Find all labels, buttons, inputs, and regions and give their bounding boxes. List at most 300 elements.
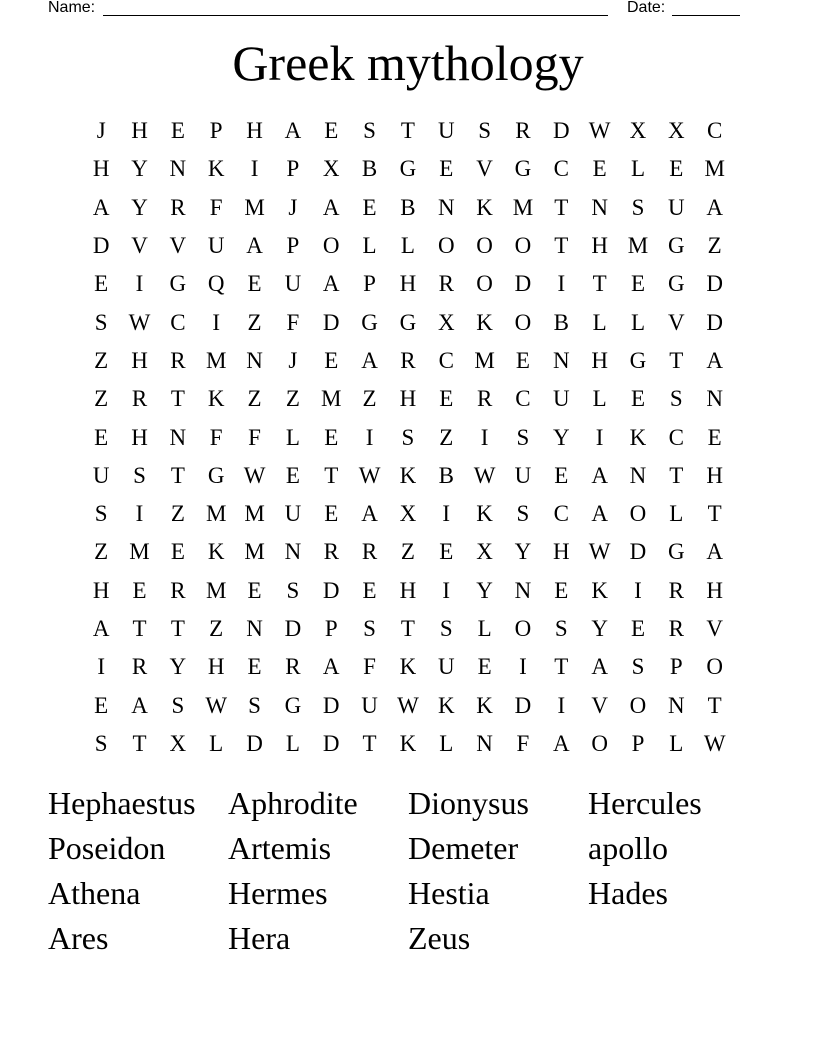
grid-cell: H	[207, 654, 225, 680]
grid-cell: I	[135, 271, 144, 297]
grid-cell: S	[401, 424, 415, 450]
grid-cell: L	[285, 730, 300, 756]
word-bank-item: Aphrodite	[228, 785, 358, 821]
grid-cell: Z	[362, 386, 377, 412]
grid-cell: D	[706, 309, 723, 335]
grid-cell: K	[476, 309, 493, 335]
grid-cell: W	[588, 118, 611, 144]
grid-cell: X	[169, 730, 187, 756]
grid-cell: S	[516, 501, 530, 527]
grid-cell: E	[592, 156, 607, 182]
grid-cell: T	[324, 462, 339, 488]
grid-cell: U	[284, 501, 302, 527]
grid-cell: C	[170, 309, 186, 335]
grid-cell: E	[362, 194, 377, 220]
header-line	[48, 0, 768, 20]
grid-cell: T	[170, 386, 185, 412]
grid-cell: S	[669, 386, 683, 412]
grid-cell: W	[588, 539, 611, 565]
grid-cell: S	[286, 577, 300, 603]
grid-cell: L	[400, 233, 415, 259]
grid-cell: M	[244, 501, 265, 527]
grid-cell: A	[361, 501, 378, 527]
grid-cell: N	[246, 347, 263, 373]
grid-cell: R	[131, 654, 148, 680]
grid-cell: E	[247, 577, 262, 603]
grid-cell: U	[92, 462, 110, 488]
grid-cell: E	[669, 156, 684, 182]
grid-cell: I	[557, 271, 566, 297]
grid-cell: V	[706, 616, 723, 641]
grid-cell: I	[442, 577, 451, 603]
grid-cell: D	[706, 271, 723, 297]
date-blank-line	[672, 15, 740, 16]
grid-cell: V	[169, 233, 187, 259]
grid-cell: R	[476, 386, 493, 412]
word-bank-item: Hades	[588, 875, 668, 911]
grid-cell: Z	[94, 386, 109, 412]
grid-cell: E	[477, 654, 492, 680]
word-search-grid	[82, 112, 734, 763]
grid-cell: S	[133, 462, 146, 488]
grid-cell: A	[706, 539, 723, 565]
grid-cell: R	[515, 118, 531, 144]
grid-cell: A	[322, 654, 340, 680]
grid-cell: B	[553, 309, 569, 335]
grid-row	[82, 342, 734, 380]
grid-cell: B	[361, 156, 378, 182]
grid-cell: H	[92, 577, 110, 603]
grid-cell: F	[363, 654, 376, 680]
grid-cell: F	[209, 424, 223, 450]
grid-cell: B	[400, 194, 416, 220]
grid-cell: Z	[94, 539, 109, 565]
grid-cell: M	[129, 539, 150, 565]
grid-cell: N	[169, 156, 187, 182]
grid-cell: A	[591, 462, 608, 488]
grid-cell: W	[205, 692, 228, 718]
grid-cell: Z	[439, 424, 454, 450]
grid-cell: S	[631, 654, 645, 680]
grid-cell: I	[212, 309, 221, 335]
grid-cell: Z	[707, 233, 722, 259]
grid-cell: R	[170, 194, 186, 220]
grid-cell: H	[131, 424, 148, 450]
grid-cell: H	[706, 577, 723, 603]
grid-cell: U	[514, 462, 532, 488]
grid-cell: H	[399, 271, 417, 297]
grid-cell: F	[209, 194, 223, 220]
grid-cell: I	[442, 501, 451, 527]
grid-cell: D	[322, 577, 340, 603]
grid-cell: V	[131, 233, 148, 259]
grid-cell: I	[634, 577, 642, 603]
grid-cell: K	[207, 156, 225, 182]
grid-cell: T	[170, 462, 185, 488]
grid-cell: E	[554, 462, 569, 488]
grid-cell: E	[515, 347, 530, 373]
grid-cell: W	[358, 462, 381, 488]
grid-cell: P	[286, 156, 300, 182]
grid-row	[82, 150, 734, 188]
grid-cell: I	[480, 424, 489, 450]
grid-cell: I	[557, 692, 566, 718]
grid-cell: A	[131, 692, 148, 718]
grid-cell: A	[322, 271, 340, 297]
grid-cell: L	[285, 424, 300, 450]
grid-cell: S	[516, 424, 530, 450]
grid-cell: Z	[170, 501, 185, 527]
grid-row	[82, 227, 734, 265]
grid-cell: R	[668, 616, 684, 641]
grid-cell: T	[592, 271, 607, 297]
grid-cell: E	[94, 424, 109, 450]
grid-cell: E	[439, 539, 454, 565]
word-bank-item: Hephaestus	[48, 785, 196, 821]
grid-cell: S	[171, 692, 185, 718]
grid-cell: S	[478, 118, 491, 144]
grid-cell: T	[554, 233, 569, 259]
grid-cell: H	[552, 539, 570, 565]
grid-cell: C	[553, 501, 569, 527]
grid-cell: H	[706, 462, 723, 488]
grid-cell: T	[554, 194, 569, 220]
grid-cell: A	[591, 501, 608, 527]
grid-cell: E	[630, 271, 646, 297]
grid-cell: H	[591, 233, 608, 259]
grid-cell: E	[439, 386, 454, 412]
word-bank-item: Hestia	[408, 875, 490, 911]
grid-cell: T	[362, 730, 377, 756]
grid-cell: X	[399, 501, 417, 527]
grid-cell: A	[322, 194, 340, 220]
grid-row	[82, 418, 734, 456]
grid-cell: L	[669, 730, 684, 756]
grid-row	[82, 303, 734, 341]
word-bank-item: apollo	[588, 830, 668, 866]
grid-row	[82, 725, 734, 763]
grid-cell: M	[321, 386, 342, 412]
grid-cell: D	[552, 118, 570, 144]
grid-cell: V	[668, 309, 685, 335]
grid-cell: P	[286, 233, 300, 259]
word-bank-item: Artemis	[228, 830, 332, 866]
grid-cell: G	[668, 539, 685, 565]
grid-cell: N	[629, 462, 647, 488]
grid-cell: X	[437, 309, 455, 335]
grid-cell: A	[284, 118, 302, 144]
grid-cell: Q	[207, 271, 225, 297]
grid-cell: L	[592, 309, 607, 335]
grid-cell: T	[400, 118, 415, 144]
grid-cell: U	[668, 194, 685, 220]
word-bank-item: Demeter	[408, 830, 519, 866]
grid-cell: K	[476, 501, 493, 527]
grid-cell: G	[514, 156, 532, 182]
grid-cell: P	[669, 654, 683, 680]
grid-cell: S	[439, 616, 453, 641]
word-bank-item: Zeus	[408, 920, 471, 956]
word-bank-item: Hermes	[228, 875, 328, 911]
grid-cell: K	[399, 462, 417, 488]
grid-cell: R	[668, 577, 684, 603]
grid-cell: E	[324, 347, 339, 373]
grid-cell: S	[631, 194, 645, 220]
grid-cell: R	[361, 539, 378, 565]
grid-cell: U	[207, 233, 225, 259]
grid-cell: R	[323, 539, 339, 565]
grid-cell: W	[473, 462, 496, 488]
grid-cell: O	[514, 309, 532, 335]
grid-cell: I	[135, 501, 144, 527]
grid-cell: M	[704, 156, 725, 182]
grid-cell: U	[552, 386, 570, 412]
grid-cell: E	[630, 386, 646, 412]
grid-cell: T	[707, 692, 722, 718]
grid-cell: K	[476, 692, 493, 718]
grid-cell: Y	[552, 424, 570, 450]
grid-cell: H	[131, 347, 148, 373]
grid-cell: K	[207, 539, 225, 565]
grid-cell: N	[476, 730, 493, 756]
grid-cell: N	[706, 386, 723, 412]
word-bank-item: Poseidon	[48, 830, 166, 866]
grid-cell: O	[514, 233, 532, 259]
grid-cell: E	[170, 539, 185, 565]
grid-cell: E	[324, 501, 339, 527]
grid-cell: H	[399, 386, 417, 412]
grid-cell: D	[514, 271, 532, 297]
grid-cell: G	[629, 347, 647, 373]
grid-cell: S	[94, 501, 108, 527]
grid-row	[82, 572, 734, 610]
grid-cell: E	[247, 271, 262, 297]
grid-cell: D	[514, 692, 532, 718]
grid-cell: M	[244, 539, 265, 565]
grid-cell: H	[246, 118, 263, 144]
grid-cell: Y	[514, 539, 532, 565]
grid-cell: K	[476, 194, 493, 220]
grid-cell: D	[284, 616, 302, 641]
grid-cell: Z	[247, 309, 262, 335]
grid-cell: X	[322, 156, 340, 182]
grid-row	[82, 648, 734, 686]
grid-cell: K	[629, 424, 647, 450]
grid-cell: Y	[131, 156, 148, 182]
grid-cell: B	[438, 462, 454, 488]
grid-cell: I	[519, 654, 527, 680]
grid-cell: R	[285, 654, 301, 680]
grid-cell: G	[284, 692, 302, 718]
grid-cell: H	[92, 156, 110, 182]
grid-cell: K	[399, 654, 417, 680]
grid-row	[82, 112, 734, 150]
grid-cell: L	[439, 730, 454, 756]
grid-cell: U	[284, 271, 302, 297]
grid-cell: X	[476, 539, 493, 565]
grid-cell: O	[591, 730, 608, 756]
grid-cell: L	[630, 309, 646, 335]
grid-cell: R	[131, 386, 148, 412]
grid-cell: E	[324, 118, 339, 144]
grid-cell: E	[554, 577, 569, 603]
grid-cell: I	[365, 424, 374, 450]
grid-cell: K	[591, 577, 608, 603]
grid-cell: V	[591, 692, 608, 718]
word-bank-item: Hera	[228, 920, 291, 956]
name-blank-line	[103, 15, 608, 16]
grid-cell: L	[630, 156, 646, 182]
grid-cell: F	[286, 309, 300, 335]
grid-cell: N	[591, 194, 608, 220]
grid-cell: M	[244, 194, 265, 220]
grid-cell: J	[288, 194, 298, 220]
grid-cell: C	[515, 386, 531, 412]
grid-cell: E	[285, 462, 300, 488]
grid-cell: G	[668, 271, 685, 297]
grid-cell: S	[554, 616, 568, 641]
grid-cell: L	[209, 730, 224, 756]
name-label: Name:	[48, 0, 96, 16]
grid-cell: U	[437, 118, 455, 144]
grid-cell: N	[552, 347, 570, 373]
grid-cell: Z	[247, 386, 262, 412]
grid-cell: F	[248, 424, 261, 450]
grid-cell: J	[96, 118, 106, 144]
grid-cell: W	[128, 309, 151, 335]
grid-cell: O	[629, 501, 647, 527]
grid-row	[82, 686, 734, 724]
grid-cell: I	[250, 156, 259, 182]
grid-cell: L	[362, 233, 377, 259]
grid-cell: T	[400, 616, 415, 641]
grid-cell: G	[207, 462, 225, 488]
grid-cell: E	[324, 424, 339, 450]
grid-cell: R	[170, 347, 186, 373]
grid-cell: R	[170, 577, 186, 603]
grid-cell: E	[362, 577, 377, 603]
grid-cell: M	[512, 194, 534, 220]
grid-cell: D	[629, 539, 647, 565]
grid-cell: O	[322, 233, 340, 259]
grid-cell: I	[97, 654, 105, 680]
grid-cell: G	[399, 309, 417, 335]
grid-cell: D	[322, 730, 340, 756]
grid-cell: R	[438, 271, 454, 297]
grid-cell: M	[205, 347, 227, 373]
grid-cell: O	[514, 616, 532, 641]
grid-cell: G	[668, 233, 685, 259]
grid-cell: X	[668, 118, 685, 144]
grid-cell: P	[631, 730, 645, 756]
grid-cell: P	[209, 118, 223, 144]
grid-cell: Z	[285, 386, 300, 412]
grid-cell: K	[207, 386, 225, 412]
grid-cell: O	[437, 233, 455, 259]
grid-cell: E	[94, 692, 109, 718]
grid-cell: P	[363, 271, 376, 297]
grid-cell: H	[591, 347, 608, 373]
grid-cell: N	[437, 194, 455, 220]
grid-cell: T	[170, 616, 185, 641]
grid-cell: T	[669, 462, 684, 488]
grid-cell: C	[707, 118, 723, 144]
grid-cell: F	[516, 730, 530, 756]
grid-cell: E	[94, 271, 109, 297]
grid-row	[82, 533, 734, 571]
grid-cell: S	[94, 730, 108, 756]
grid-row	[82, 610, 734, 648]
grid-cell: N	[169, 424, 187, 450]
grid-cell: G	[169, 271, 187, 297]
grid-cell: L	[477, 616, 492, 641]
grid-cell: A	[706, 194, 723, 220]
grid-cell: E	[707, 424, 722, 450]
grid-cell: O	[476, 233, 493, 259]
grid-cell: Y	[476, 577, 493, 603]
grid-cell: E	[439, 156, 454, 182]
grid-cell: N	[668, 692, 685, 718]
grid-cell: W	[703, 730, 726, 756]
word-bank-item: Athena	[48, 875, 141, 911]
grid-cell: T	[707, 501, 722, 527]
grid-cell: C	[438, 347, 454, 373]
grid-cell: Z	[400, 539, 415, 565]
grid-cell: S	[363, 616, 376, 641]
grid-cell: A	[361, 347, 378, 373]
grid-cell: E	[170, 118, 185, 144]
grid-cell: L	[592, 386, 607, 412]
grid-cell: C	[668, 424, 684, 450]
grid-cell: P	[324, 616, 338, 641]
word-bank-item: Hercules	[588, 785, 702, 821]
grid-cell: S	[94, 309, 108, 335]
grid-cell: D	[322, 309, 340, 335]
grid-cell: H	[131, 118, 148, 144]
grid-cell: T	[554, 654, 569, 680]
grid-cell: R	[400, 347, 416, 373]
grid-cell: O	[706, 654, 723, 680]
grid-cell: E	[132, 577, 147, 603]
word-bank-item: Ares	[48, 920, 109, 956]
grid-cell: Y	[131, 194, 148, 220]
grid-cell: C	[553, 156, 569, 182]
grid-cell: A	[92, 616, 110, 641]
grid-cell: M	[205, 577, 227, 603]
grid-cell: N	[284, 539, 302, 565]
grid-cell: E	[630, 616, 646, 641]
grid-cell: N	[246, 616, 263, 641]
grid-cell: K	[399, 730, 417, 756]
grid-cell: M	[474, 347, 495, 373]
grid-cell: X	[629, 118, 647, 144]
grid-cell: T	[132, 730, 147, 756]
grid-row	[82, 189, 734, 227]
word-bank	[48, 782, 768, 962]
grid-cell: O	[476, 271, 493, 297]
grid-cell: U	[437, 654, 455, 680]
grid-cell: I	[595, 424, 604, 450]
grid-cell: D	[92, 233, 110, 259]
grid-row	[82, 265, 734, 303]
grid-cell: U	[361, 692, 378, 718]
grid-cell: A	[706, 347, 723, 373]
grid-cell: M	[627, 233, 649, 259]
grid-row	[82, 457, 734, 495]
grid-cell: Z	[209, 616, 224, 641]
grid-cell: A	[591, 654, 608, 680]
grid-cell: D	[246, 730, 263, 756]
